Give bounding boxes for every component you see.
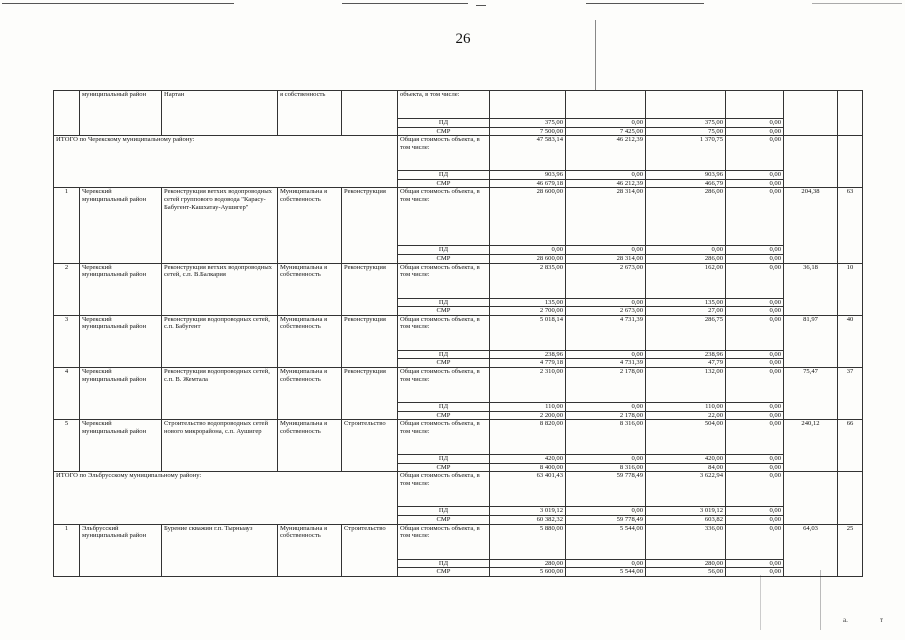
- value-cell: 0,00: [726, 463, 784, 472]
- item-number: 2: [54, 263, 80, 315]
- municipality-cell: Черекский муниципальный район: [80, 188, 162, 263]
- cost-label-cell: объекта, в том числе:: [398, 91, 490, 119]
- value-cell: 286,00: [646, 254, 726, 263]
- page-number: 26: [455, 31, 471, 47]
- value-cell: 466,79: [646, 179, 726, 188]
- value-cell: 8 820,00: [490, 420, 566, 455]
- ownership-cell: Муниципальна я собственность: [278, 524, 342, 576]
- work-type-cell: Строительство: [342, 420, 398, 472]
- smr-label: СМР: [398, 463, 490, 472]
- value-cell: 0,00: [726, 559, 784, 568]
- value-cell: 2 178,00: [566, 367, 646, 402]
- smr-label: СМР: [398, 515, 490, 524]
- value-cell: 3 019,12: [646, 507, 726, 516]
- value-cell: 8 316,00: [566, 420, 646, 455]
- value-cell: 2 700,00: [490, 307, 566, 316]
- item-number: 1: [54, 524, 80, 576]
- value-cell: 0,00: [726, 411, 784, 420]
- project-cell: Реконструкция водопроводных сетей, с.п. Бабугент: [162, 315, 278, 367]
- scan-line: [342, 3, 468, 4]
- length-cell: 75,47: [784, 367, 838, 419]
- value-cell: 7 425,00: [566, 127, 646, 136]
- item-row: [54, 420, 863, 455]
- value-cell: 5 544,00: [566, 524, 646, 559]
- municipality-cell: муниципальный район: [80, 91, 162, 136]
- value-cell: 2 673,00: [566, 307, 646, 316]
- smr-label: СМР: [398, 411, 490, 420]
- value-cell: 0,00: [726, 350, 784, 359]
- table-cell: [838, 136, 863, 188]
- scan-line: [476, 5, 486, 6]
- value-cell: 0,00: [726, 402, 784, 411]
- municipality-cell: Черекский муниципальный район: [80, 315, 162, 367]
- value-cell: 0,00: [646, 246, 726, 255]
- value-cell: 903,96: [646, 171, 726, 180]
- value-cell: 504,00: [646, 420, 726, 455]
- smr-label: СМР: [398, 127, 490, 136]
- item-number: 1: [54, 188, 80, 263]
- value-cell: 0,00: [726, 359, 784, 368]
- value-cell: 375,00: [646, 119, 726, 128]
- total-row: [54, 472, 863, 507]
- total-row: [54, 136, 863, 171]
- pd-label: ПД: [398, 350, 490, 359]
- count-cell: 25: [838, 524, 863, 576]
- count-cell: 66: [838, 420, 863, 472]
- value-cell: 110,00: [646, 402, 726, 411]
- table-cell: [726, 91, 784, 119]
- count-cell: 40: [838, 315, 863, 367]
- value-cell: 2 673,00: [566, 263, 646, 298]
- value-cell: 0,00: [566, 559, 646, 568]
- value-cell: 0,00: [566, 455, 646, 464]
- table-cell: [54, 91, 80, 136]
- value-cell: 0,00: [726, 171, 784, 180]
- table-cell: [566, 91, 646, 119]
- value-cell: 46 212,39: [566, 179, 646, 188]
- table-cell: [784, 472, 838, 524]
- cost-label-cell: Общая стоимость объекта, в том числе:: [398, 188, 490, 246]
- value-cell: 0,00: [566, 246, 646, 255]
- value-cell: 59 778,49: [566, 515, 646, 524]
- value-cell: 8 400,00: [490, 463, 566, 472]
- pd-label: ПД: [398, 455, 490, 464]
- value-cell: 46 212,39: [566, 136, 646, 171]
- table-cell: [838, 472, 863, 524]
- smr-label: СМР: [398, 568, 490, 577]
- work-type-cell: Реконструкция: [342, 188, 398, 263]
- value-cell: 0,00: [726, 568, 784, 577]
- value-cell: 286,00: [646, 188, 726, 246]
- value-cell: 0,00: [726, 455, 784, 464]
- project-cell: Реконструкция ветхих водопроводных сетей группового водовода "Карасу-Бабугент-Кашхатау-Аушигер": [162, 188, 278, 263]
- pd-label: ПД: [398, 507, 490, 516]
- value-cell: 84,00: [646, 463, 726, 472]
- value-cell: 75,00: [646, 127, 726, 136]
- value-cell: 0,00: [566, 119, 646, 128]
- value-cell: 28 314,00: [566, 254, 646, 263]
- total-label: ИТОГО по Эльбрусскому муниципальному району:: [54, 472, 398, 524]
- cost-label-cell: Общая стоимость объекта, в том числе:: [398, 315, 490, 350]
- value-cell: 135,00: [646, 298, 726, 307]
- value-cell: 47 583,14: [490, 136, 566, 171]
- table-cell: [784, 136, 838, 188]
- value-cell: 238,96: [490, 350, 566, 359]
- work-type-cell: Строительство: [342, 524, 398, 576]
- length-cell: 64,03: [784, 524, 838, 576]
- value-cell: 63 401,43: [490, 472, 566, 507]
- ownership-cell: Муниципальна я собственность: [278, 188, 342, 263]
- work-type-cell: Реконструкция: [342, 367, 398, 419]
- scan-line: [812, 3, 902, 4]
- value-cell: 0,00: [726, 188, 784, 246]
- value-cell: 0,00: [726, 179, 784, 188]
- value-cell: 46 679,18: [490, 179, 566, 188]
- value-cell: 0,00: [726, 254, 784, 263]
- item-number: 5: [54, 420, 80, 472]
- pd-label: ПД: [398, 171, 490, 180]
- cost-label-cell: Общая стоимость объекта, в том числе:: [398, 524, 490, 559]
- ownership-cell: Муниципальна я собственность: [278, 315, 342, 367]
- value-cell: 0,00: [726, 119, 784, 128]
- value-cell: 7 500,00: [490, 127, 566, 136]
- length-cell: 81,97: [784, 315, 838, 367]
- value-cell: 0,00: [726, 263, 784, 298]
- value-cell: 603,82: [646, 515, 726, 524]
- project-cell: Реконструкция водопроводных сетей, с.п. В. Жемтала: [162, 367, 278, 419]
- value-cell: 286,75: [646, 315, 726, 350]
- count-cell: 63: [838, 188, 863, 263]
- table-cell: [342, 91, 398, 136]
- municipality-cell: Черекский муниципальный район: [80, 367, 162, 419]
- value-cell: 2 200,00: [490, 411, 566, 420]
- count-cell: 10: [838, 263, 863, 315]
- value-cell: 0,00: [726, 127, 784, 136]
- item-row: [54, 188, 863, 246]
- value-cell: 3 019,12: [490, 507, 566, 516]
- value-cell: 4 731,39: [566, 315, 646, 350]
- value-cell: 0,00: [490, 246, 566, 255]
- smr-label: СМР: [398, 179, 490, 188]
- value-cell: 5 018,14: [490, 315, 566, 350]
- cost-label-cell: Общая стоимость объекта, в том числе:: [398, 472, 490, 507]
- value-cell: 420,00: [490, 455, 566, 464]
- value-cell: 0,00: [726, 367, 784, 402]
- scan-line: [595, 20, 596, 90]
- value-cell: 375,00: [490, 119, 566, 128]
- municipality-cell: Черекский муниципальный район: [80, 420, 162, 472]
- municipality-cell: Черекский муниципальный район: [80, 263, 162, 315]
- cost-label-cell: Общая стоимость объекта, в том числе:: [398, 263, 490, 298]
- ownership-cell: Муниципальна я собственность: [278, 367, 342, 419]
- table-cell: [646, 91, 726, 119]
- value-cell: 28 314,00: [566, 188, 646, 246]
- value-cell: 238,96: [646, 350, 726, 359]
- value-cell: 0,00: [726, 524, 784, 559]
- value-cell: 903,96: [490, 171, 566, 180]
- item-row: [54, 315, 863, 350]
- value-cell: 420,00: [646, 455, 726, 464]
- value-cell: 5 880,00: [490, 524, 566, 559]
- data-table: [53, 90, 863, 577]
- value-cell: 5 600,00: [490, 568, 566, 577]
- value-cell: 28 600,00: [490, 188, 566, 246]
- footer-mark: а.: [843, 616, 848, 624]
- value-cell: 2 310,00: [490, 367, 566, 402]
- ownership-cell: я собственность: [278, 91, 342, 136]
- count-cell: 37: [838, 367, 863, 419]
- project-cell: Реконструкция ветхих водопроводных сетей, с.п. В.Балкария: [162, 263, 278, 315]
- project-cell: Нартан: [162, 91, 278, 136]
- item-row: [54, 367, 863, 402]
- municipality-cell: Эльбрусский муниципальный район: [80, 524, 162, 576]
- scan-line: [586, 3, 704, 4]
- value-cell: 0,00: [726, 307, 784, 316]
- value-cell: 0,00: [566, 350, 646, 359]
- work-type-cell: Реконструкция: [342, 263, 398, 315]
- value-cell: 4 731,39: [566, 359, 646, 368]
- pd-label: ПД: [398, 559, 490, 568]
- project-cell: Бурение скважин г.п. Тырныауз: [162, 524, 278, 576]
- cost-label-cell: Общая стоимость объекта, в том числе:: [398, 367, 490, 402]
- cost-label-cell: Общая стоимость объекта, в том числе:: [398, 136, 490, 171]
- item-number: 4: [54, 367, 80, 419]
- length-cell: 240,12: [784, 420, 838, 472]
- total-label: ИТОГО по Черекскому муниципальному району:: [54, 136, 398, 188]
- value-cell: 0,00: [726, 507, 784, 516]
- item-row: [54, 263, 863, 298]
- scan-line: [820, 570, 821, 630]
- value-cell: 56,00: [646, 568, 726, 577]
- value-cell: 135,00: [490, 298, 566, 307]
- pd-label: ПД: [398, 298, 490, 307]
- value-cell: 0,00: [726, 136, 784, 171]
- item-row: [54, 524, 863, 559]
- value-cell: 0,00: [726, 472, 784, 507]
- pd-label: ПД: [398, 246, 490, 255]
- value-cell: 162,00: [646, 263, 726, 298]
- value-cell: 59 778,49: [566, 472, 646, 507]
- value-cell: 0,00: [566, 171, 646, 180]
- value-cell: 336,00: [646, 524, 726, 559]
- smr-label: СМР: [398, 254, 490, 263]
- value-cell: 110,00: [490, 402, 566, 411]
- value-cell: 2 835,00: [490, 263, 566, 298]
- value-cell: 0,00: [566, 298, 646, 307]
- value-cell: 0,00: [726, 246, 784, 255]
- smr-label: СМР: [398, 359, 490, 368]
- table-cell: [838, 91, 863, 136]
- value-cell: 2 178,00: [566, 411, 646, 420]
- value-cell: 0,00: [726, 515, 784, 524]
- value-cell: 60 382,32: [490, 515, 566, 524]
- smr-label: СМР: [398, 307, 490, 316]
- pd-label: ПД: [398, 119, 490, 128]
- length-cell: 36,18: [784, 263, 838, 315]
- work-type-cell: Реконструкция: [342, 315, 398, 367]
- value-cell: 0,00: [726, 315, 784, 350]
- value-cell: 280,00: [646, 559, 726, 568]
- value-cell: 0,00: [566, 507, 646, 516]
- value-cell: 47,79: [646, 359, 726, 368]
- value-cell: 0,00: [566, 402, 646, 411]
- continuation-row: [54, 91, 863, 119]
- length-cell: 204,38: [784, 188, 838, 263]
- ownership-cell: Муниципальна я собственность: [278, 263, 342, 315]
- value-cell: 0,00: [726, 420, 784, 455]
- project-cell: Строительство водопроводных сетей нового микрорайона, с.п. Аушигер: [162, 420, 278, 472]
- value-cell: 1 370,75: [646, 136, 726, 171]
- table-cell: [490, 91, 566, 119]
- table-cell: [784, 91, 838, 136]
- value-cell: 8 316,00: [566, 463, 646, 472]
- value-cell: 3 622,94: [646, 472, 726, 507]
- scan-line: [760, 575, 761, 630]
- footer-mark: т: [880, 616, 884, 624]
- pd-label: ПД: [398, 402, 490, 411]
- cost-label-cell: Общая стоимость объекта, в том числе:: [398, 420, 490, 455]
- item-number: 3: [54, 315, 80, 367]
- value-cell: 4 779,18: [490, 359, 566, 368]
- value-cell: 280,00: [490, 559, 566, 568]
- value-cell: 27,00: [646, 307, 726, 316]
- value-cell: 28 600,00: [490, 254, 566, 263]
- value-cell: 132,00: [646, 367, 726, 402]
- ownership-cell: Муниципальна я собственность: [278, 420, 342, 472]
- scan-line: [2, 3, 234, 4]
- value-cell: 5 544,00: [566, 568, 646, 577]
- value-cell: 22,00: [646, 411, 726, 420]
- value-cell: 0,00: [726, 298, 784, 307]
